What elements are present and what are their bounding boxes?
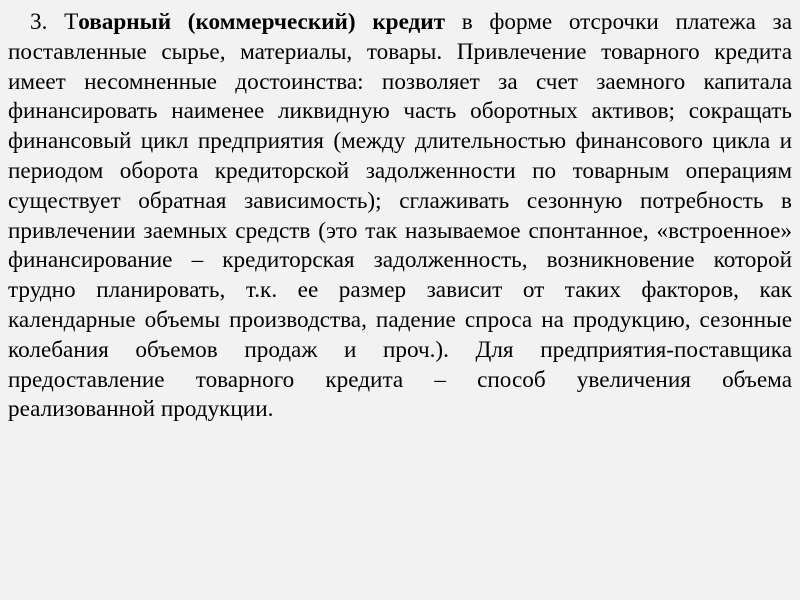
- paragraph-number: 3. Т: [30, 9, 79, 35]
- term-trade-credit: оварный (коммерческий) кредит: [78, 9, 446, 35]
- paragraph-body: в форме отсрочки платежа за поставленные сырье, материалы, товары. Привлечение товарного кредита имеет несомненные достоинства: позволяет за счет заемного капитала финансировать наименее ликвидную часть оборотных активов; сокращать финансовый цикл предприятия (между длительностью финансового цикла и периодом оборота кредиторской задолженности по товарным операциям существует обратная зависимость); сглаживать сезонную потребность в привлечении заемных средств (это так называемое спонтанное, «встроенное» финансирование – кредиторская задолженность, возникновение которой трудно планировать, т.к. ее размер зависит от таких факторов, как календарные объемы производства, падение спроса на продукцию, сезонные колебания объемов продаж и проч.). Для предприятия-поставщика предоставление товарного кредита – способ увеличения объема реализованной продукции.: [8, 9, 792, 423]
- paragraph-trade-credit: [8, 8, 792, 425]
